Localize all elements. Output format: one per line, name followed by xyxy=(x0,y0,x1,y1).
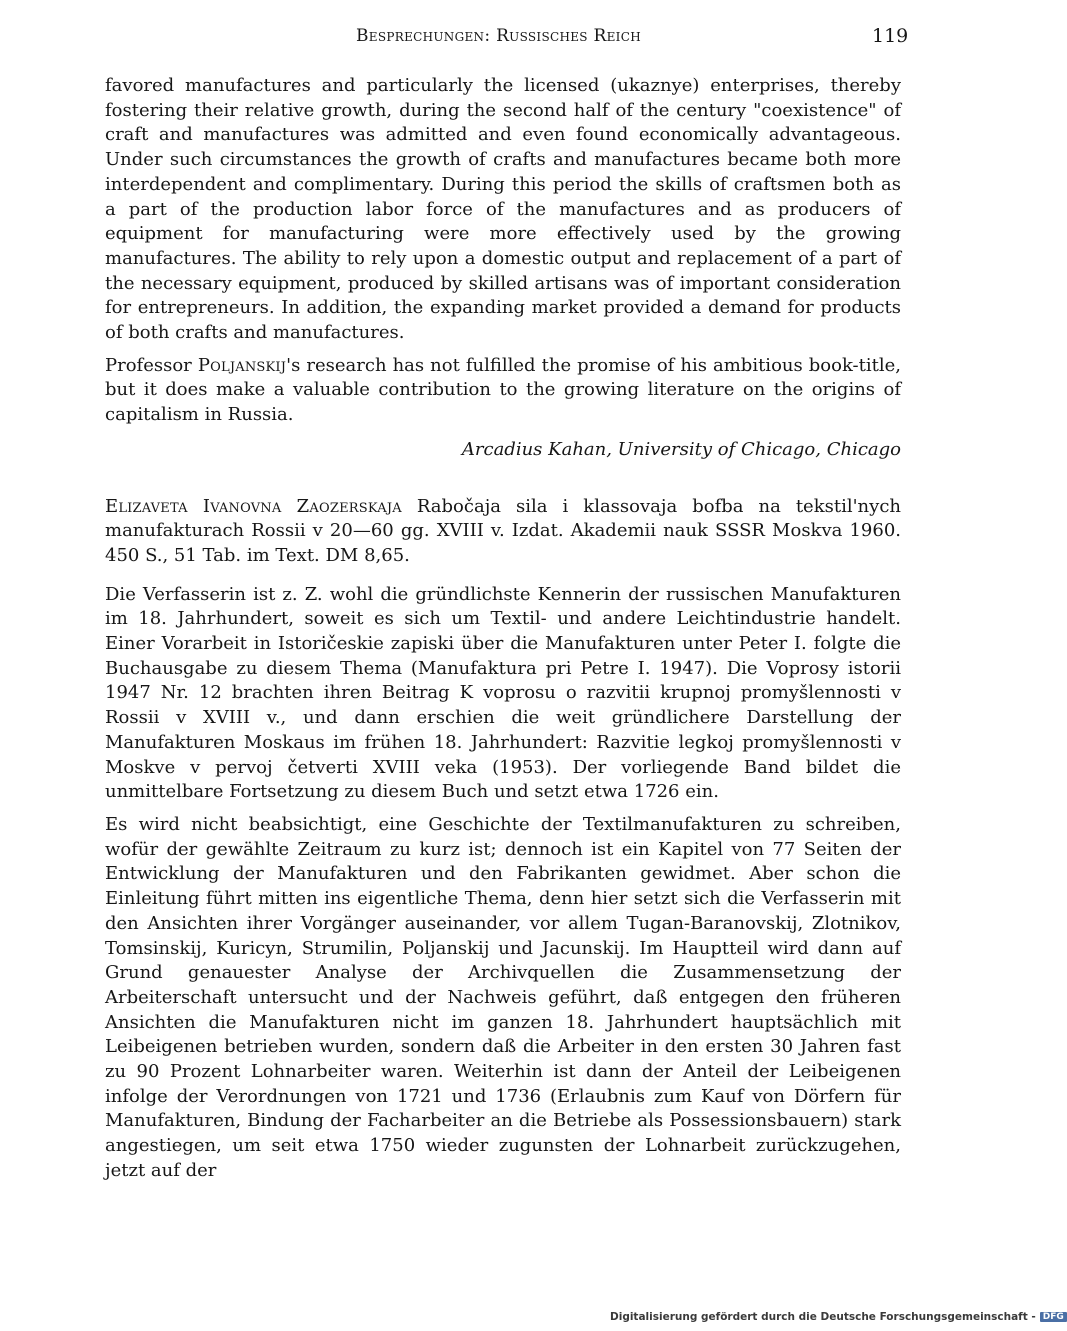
author-name-poljanskij: Poljanskij xyxy=(197,354,287,376)
dfg-logo-icon: DFG xyxy=(1040,1312,1067,1322)
review-heading xyxy=(105,495,901,569)
page-number: 119 xyxy=(872,25,909,47)
digitization-footer xyxy=(610,1311,1067,1323)
conclusion-prefix: Professor xyxy=(105,354,198,376)
review-paragraph-2: Es wird nicht beabsichtigt, eine Geschichte der Textilmanufakturen zu schreiben, wofür der gewählte Zeitraum zu kurz ist; dennoch ist ein Kapitel von 77 Seiten der Entwicklung der Manufakturen und den Fabrikanten gewidmet. Aber schon die Einleitung führt mitten ins eigentliche Thema, denn hier setzt sich die Verfasserin mit den Ansichten ihrer Vorgänger auseinander, vor allem Tugan-Baranovskij, Zlotnikov, Tomsinskij, Kuricyn, Strumilin, Poljanskij und Jacunskij. Im Hauptteil wird dann auf Grund genauester Analyse der Archivquellen die Zusammensetzung der Arbeiterschaft untersucht und der Nachweis geführt, daß entgegen den früheren Ansichten die Manufakturen nicht im ganzen 18. Jahrhundert hauptsächlich mit Leibeigenen betrieben wurden, sondern daß die Arbeiter in den ersten 30 Jahren fast zu 90 Prozent Lohnarbeiter waren. Weiterhin ist dann der Anteil der Leibeigenen infolge der Verordnungen von 1721 und 1736 (Erlaubnis zum Kauf von Dörfern für Manufakturen, Bindung der Facharbeiter an die Betriebe als Possessionsbauern) stark angestiegen, um seit etwa 1750 wieder zugunsten der Lohnarbeit zurückzugehen, jetzt auf der xyxy=(105,813,901,1181)
footer-text: Digitalisierung gefördert durch die Deutsche Forschungsgemeinschaft - xyxy=(610,1311,1036,1323)
running-head: Besprechungen: Russisches Reich xyxy=(356,26,641,46)
paragraph-continuation: favored manufactures and particularly the licensed (ukaznye) enterprises, thereby fostering their relative growth, during the second half of the century "coexistence" of craft and manufactures was admitted and even found economically advantageous. Under such circumstances the growth of crafts and manufactures became both more interdependent and complimentary. During this period the skills of craftsmen both as a part of the production labor force of the manufactures and as producers of equipment for manufacturing were more effectively used by the growing manufactures. The ability to rely upon a domestic output and replacement of a part of the necessary equipment, produced by skilled artisans was of important consideration for entrepreneurs. In addition, the expanding market provided a demand for products of both crafts and manufactures. xyxy=(105,75,901,344)
page-body xyxy=(105,74,901,1184)
review-paragraph-1: Die Verfasserin ist z. Z. wohl die gründlichste Kennerin der russischen Manufakturen im 18. Jahrhundert, soweit es sich um Textil- und andere Leichtindustrie handelt. Einer Vorarbeit in Istoričeskie zapiski über die Manufakturen unter Peter I. folgte die Buchausgabe zu diesem Thema (Manufaktura pri Petre I. 1947). Die Voprosy istorii 1947 Nr. 12 brachten ihren Beitrag K voprosu o razvitii krupnoj promyšlennosti v Rossii v XVIII v., und dann erschien die weit gründlichere Darstellung der Manufakturen Moskaus im frühen 18. Jahrhundert: Razvitie legkoj promyšlennosti v Moskve v pervoj četverti XVIII veka (1953). Der vorliegende Band bildet die unmittelbare Fortsetzung zu diesem Buch und setzt etwa 1726 ein. xyxy=(105,583,901,803)
paragraph-conclusion xyxy=(105,354,901,428)
conclusion-text: 's research has not fulfilled the promise of his ambitious book-title, but it does make a valuable contribution to the growing literature on the origins of capitalism in Russia. xyxy=(105,354,901,426)
review-citation: Rabočaja sila i klassovaja bofba na tekstil'nych manufakturach Rossii v 20—60 gg. XVIII v. Izdat. Akademii nauk SSSR Moskva 1960. 450 S., 51 Tab. im Text. DM 8,65. xyxy=(105,495,901,566)
review-signature: Arcadius Kahan, University of Chicago, Chicago xyxy=(461,438,901,460)
review-author: Elizaveta Ivanovna Zaozerskaja xyxy=(105,495,402,517)
page-header xyxy=(0,26,1000,52)
